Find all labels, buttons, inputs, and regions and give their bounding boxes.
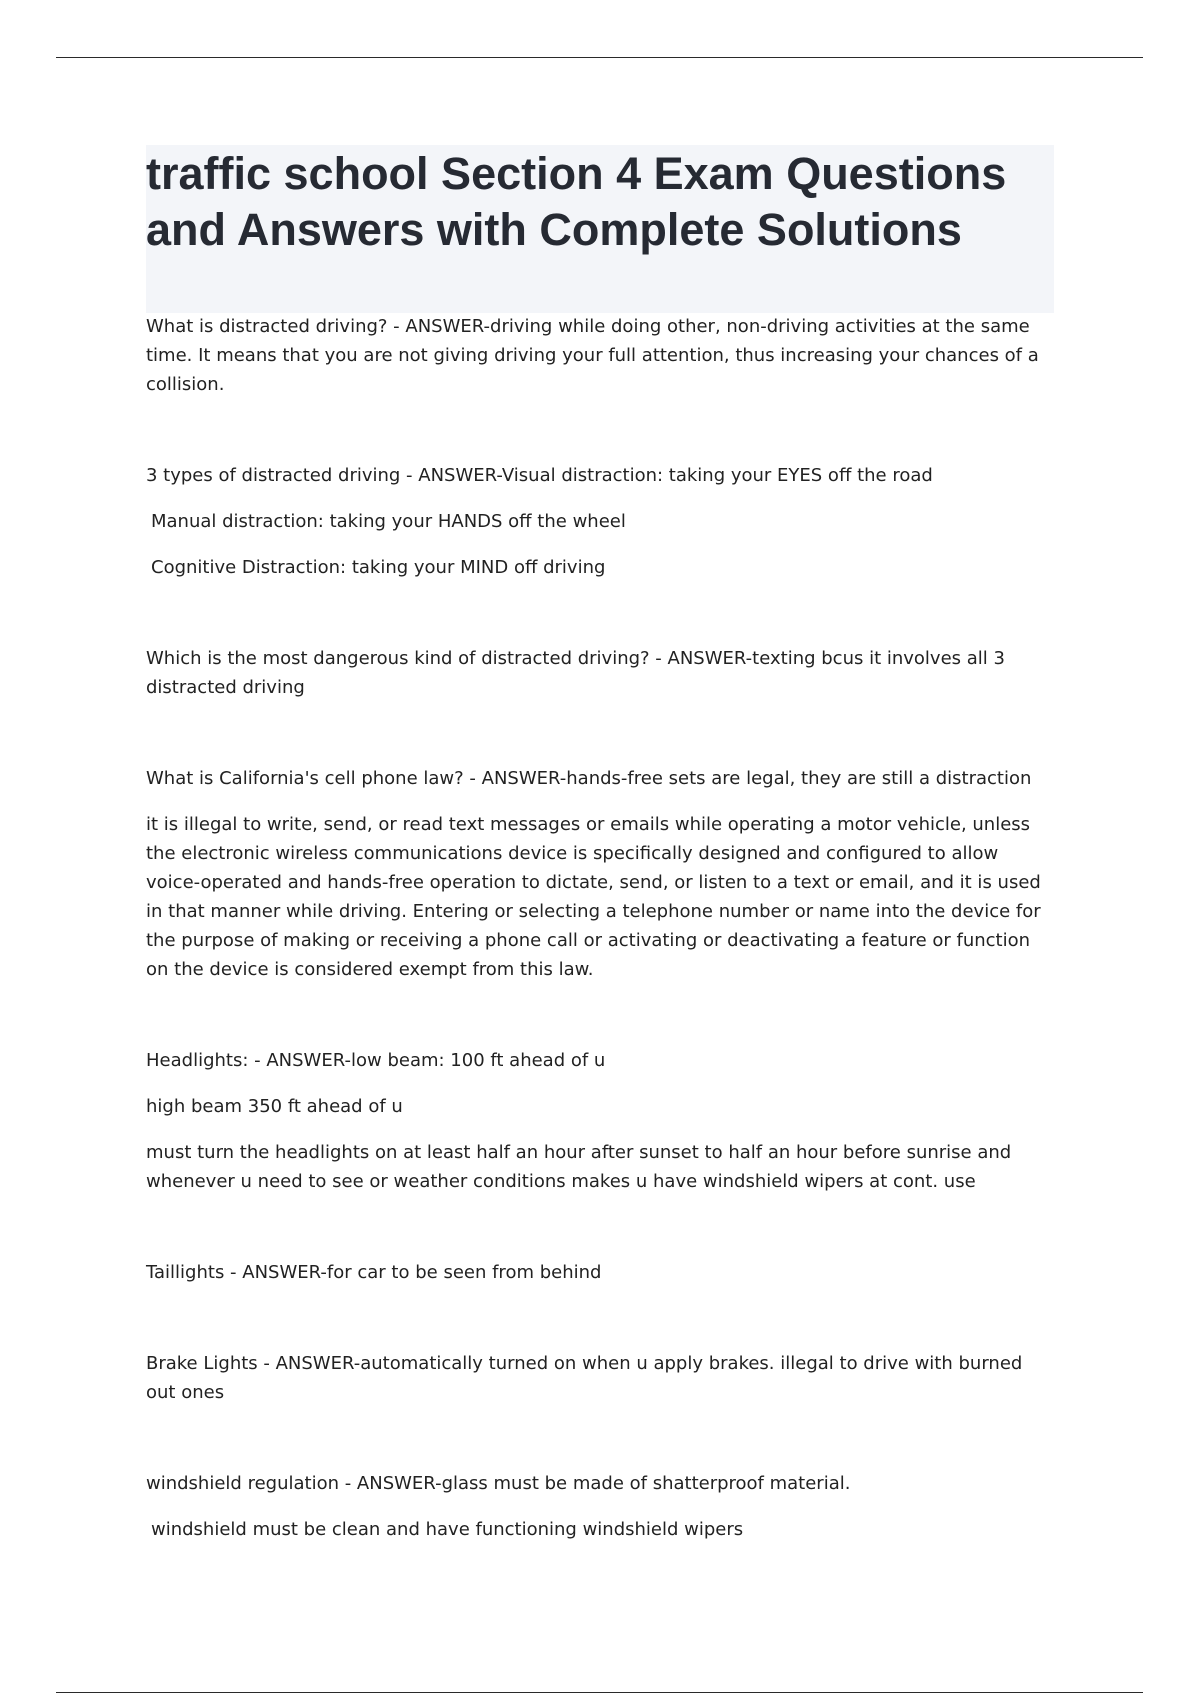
document-title: traffic school Section 4 Exam Questions and Answers with Complete Solutions <box>146 148 1007 255</box>
qa-line: Taillights - ANSWER-for car to be seen from behind <box>146 1262 602 1283</box>
qa-item-types <box>146 461 1056 582</box>
qa-line: What is California's cell phone law? - ANSWER-hands-free sets are legal, they are still a distraction <box>146 768 1032 789</box>
qa-item-most-dangerous <box>146 644 1056 702</box>
qa-list <box>146 312 1056 1544</box>
qa-item-distracted-driving <box>146 312 1056 399</box>
qa-line: Cognitive Distraction: taking your MIND off driving <box>151 557 606 578</box>
qa-line: Headlights: - ANSWER-low beam: 100 ft ahead of u <box>146 1050 606 1071</box>
qa-line: 3 types of distracted driving - ANSWER-Visual distraction: taking your EYES off the road <box>146 465 933 486</box>
qa-line: must turn the headlights on at least half an hour after sunset to half an hour before sunrise and whenever u need to see or weather conditions makes u have windshield wipers at cont. use <box>146 1142 1012 1192</box>
qa-item-taillights <box>146 1258 1056 1287</box>
qa-line: Which is the most dangerous kind of distracted driving? - ANSWER-texting bcus it involves all 3 distracted driving <box>146 648 1005 698</box>
qa-line: Brake Lights - ANSWER-automatically turned on when u apply brakes. illegal to drive with burned out ones <box>146 1353 1023 1403</box>
qa-line: windshield must be clean and have functioning windshield wipers <box>151 1519 744 1540</box>
qa-line: What is distracted driving? - ANSWER-driving while doing other, non-driving activities at the same time. It means that you are not giving driving your full attention, thus increasing your chances of a collision. <box>146 316 1039 395</box>
qa-line: high beam 350 ft ahead of u <box>146 1096 403 1117</box>
qa-item-headlights <box>146 1046 1056 1196</box>
qa-item-windshield <box>146 1469 1056 1544</box>
qa-item-cell-phone-law <box>146 764 1056 984</box>
bottom-rule <box>56 1692 1143 1693</box>
qa-line: it is illegal to write, send, or read text messages or emails while operating a motor vehicle, unless the electronic wireless communications device is specifically designed and configured to allow voice-operated and hands-free operation to dictate, send, or listen to a text or email, and it is used in that manner while driving. Entering or selecting a telephone number or name into the device for the purpose of making or receiving a phone call or activating or deactivating a feature or function on the device is considered exempt from this law. <box>146 814 1041 980</box>
top-rule <box>56 57 1143 58</box>
qa-line: Manual distraction: taking your HANDS off the wheel <box>151 511 626 532</box>
qa-item-brake-lights <box>146 1349 1056 1407</box>
qa-line: windshield regulation - ANSWER-glass must be made of shatterproof material. <box>146 1473 851 1494</box>
